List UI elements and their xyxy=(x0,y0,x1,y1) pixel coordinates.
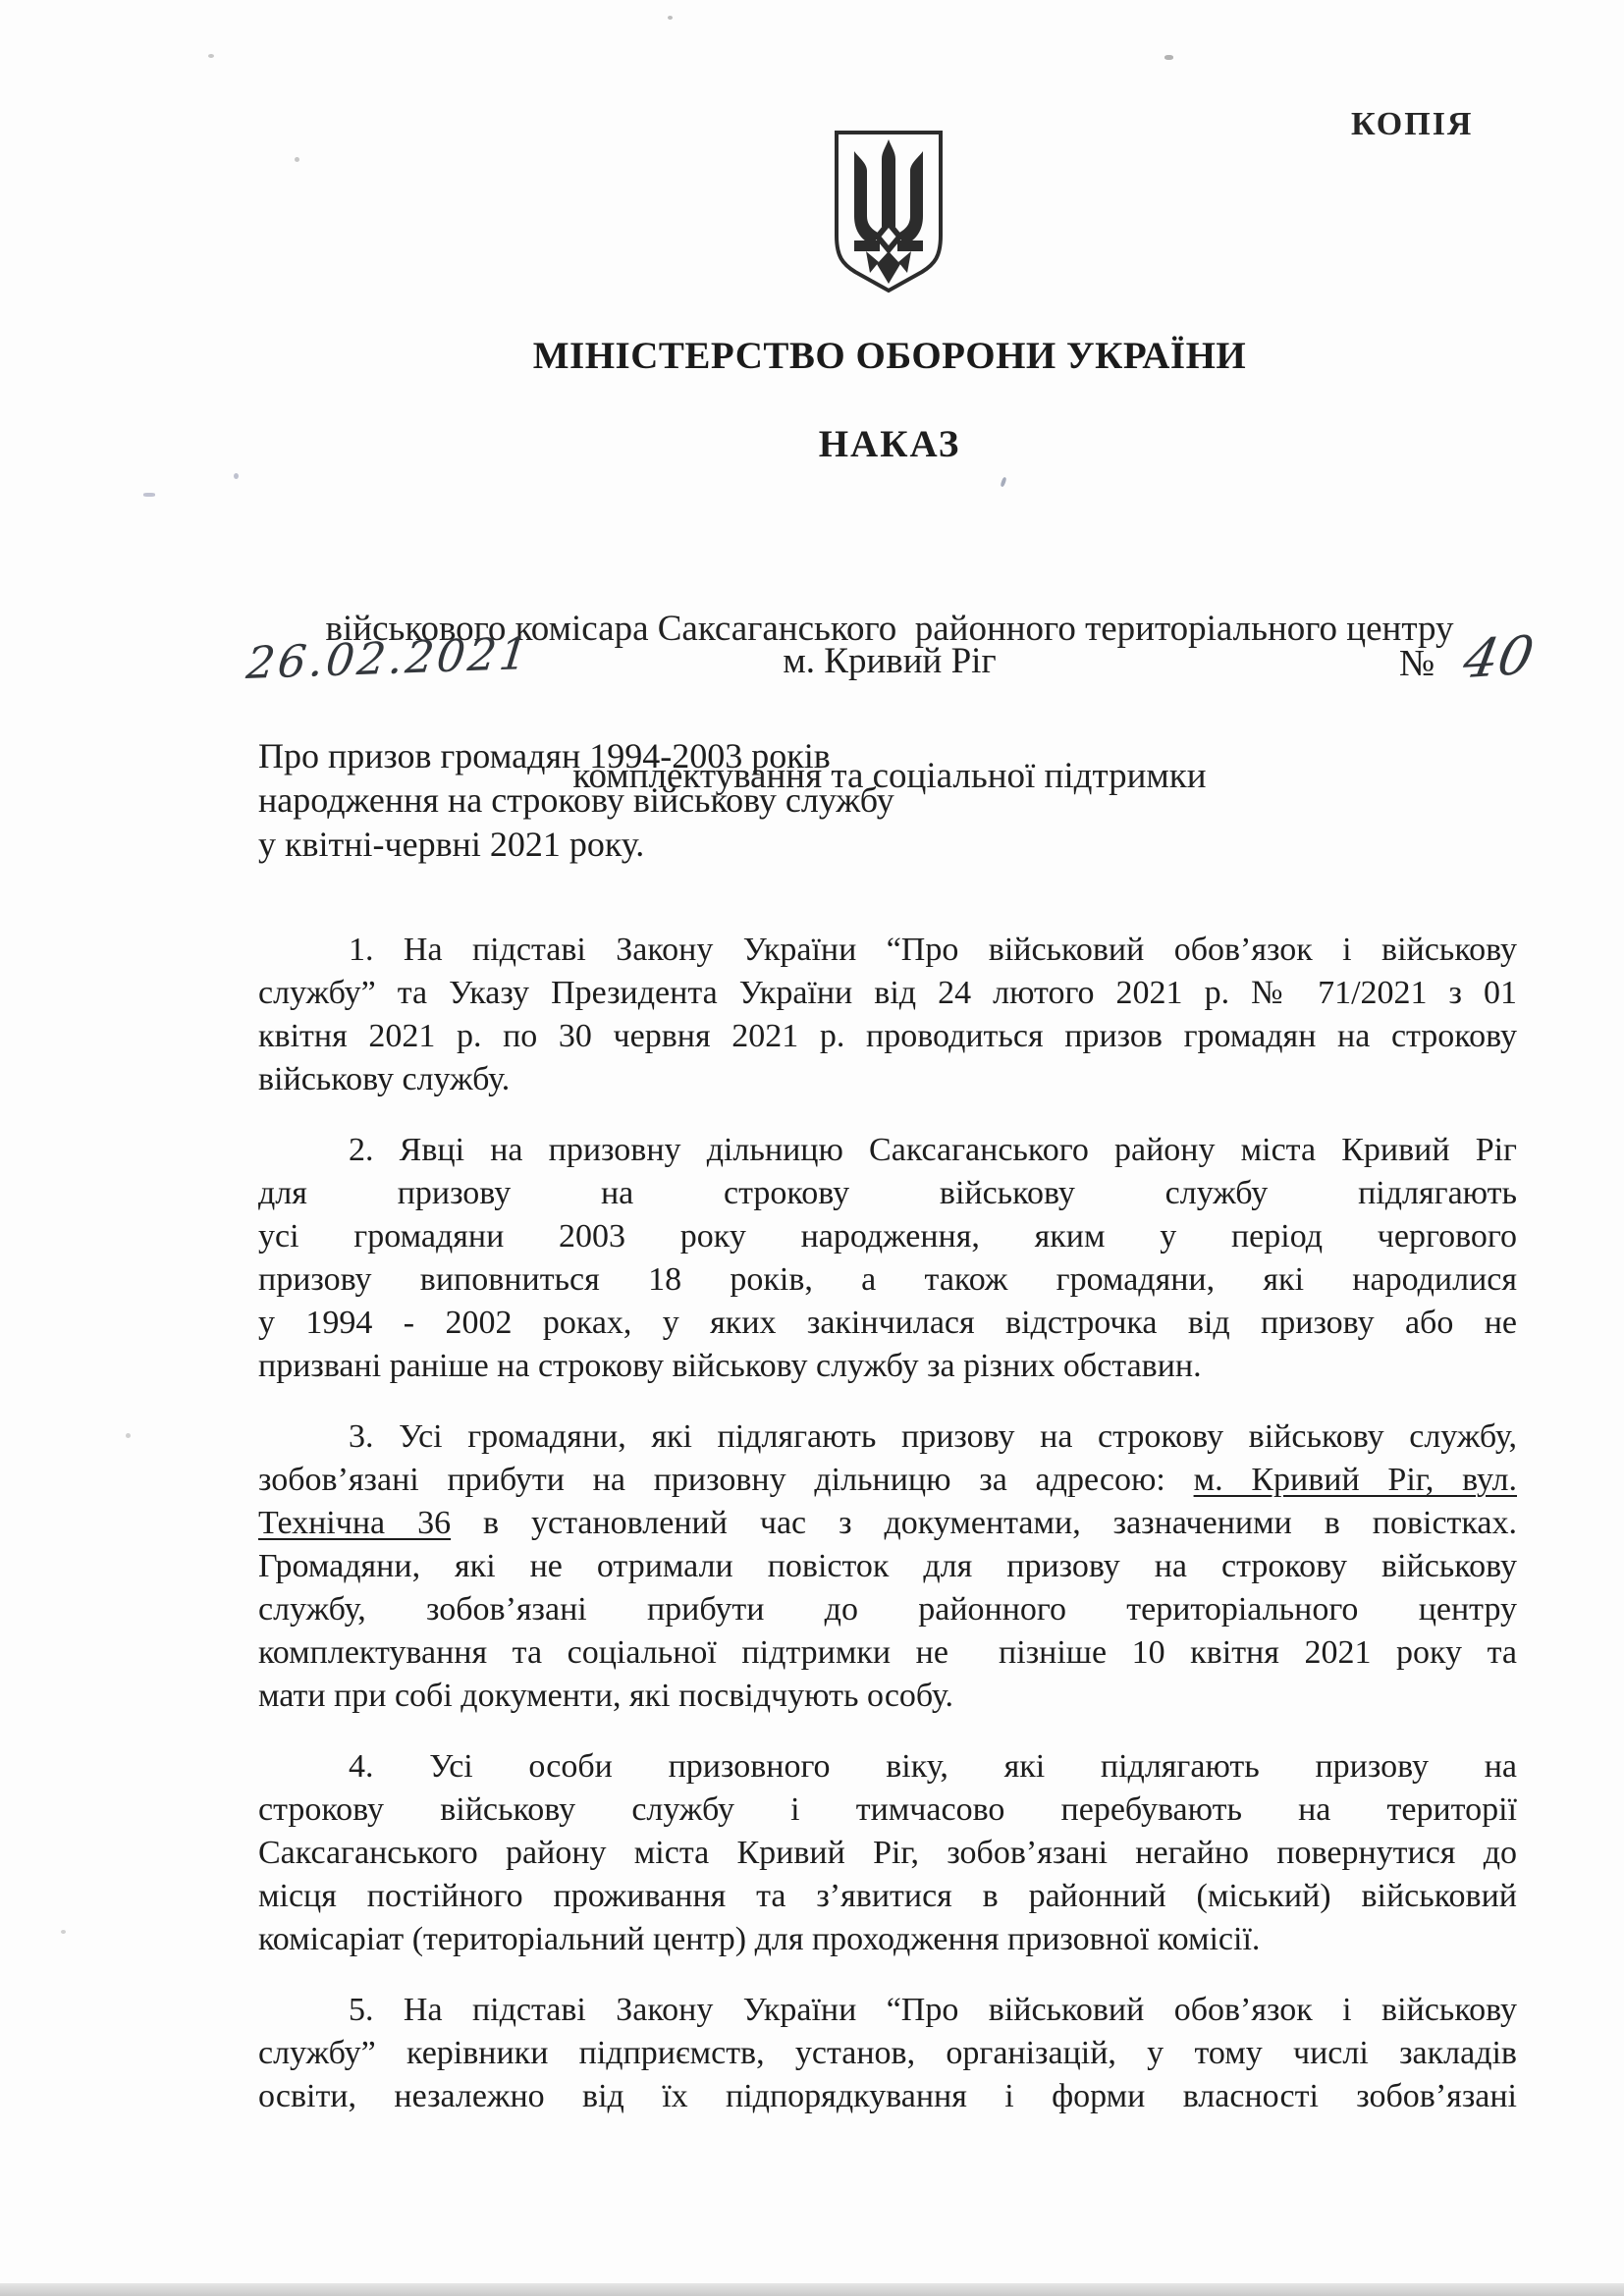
subject-line: народження на строкову військову службу xyxy=(258,780,894,820)
text-segment: для призову на строкову військову службу підлягають xyxy=(258,1175,1517,1211)
underlined-address-text: Технічна 36 xyxy=(258,1505,452,1541)
order-title: НАКАЗ xyxy=(818,423,961,465)
text-segment: комісаріат (територіальний центр) для проходження призовної комісії. xyxy=(258,1921,1261,1957)
text-segment: 5. На підставі Закону України “Про військовий обов’язок і військову xyxy=(349,1992,1517,2028)
paragraph xyxy=(258,1415,1517,1718)
text-segment: Громадяни, які не отримали повісток для призову на строкову військову xyxy=(258,1548,1517,1584)
text-segment: 3. Усі громадяни, які підлягають призову на строкову військову службу, xyxy=(349,1418,1517,1455)
scan-speckle xyxy=(295,157,299,162)
text-segment: службу” та Указу Президента України від 24 лютого 2021 р. № 71/2021 з 01 xyxy=(258,975,1517,1011)
text-line xyxy=(258,1588,1517,1631)
text-line xyxy=(258,1631,1517,1675)
paragraph xyxy=(258,1129,1517,1388)
scan-speckle xyxy=(668,16,673,20)
order-subject xyxy=(258,734,1142,867)
text-line xyxy=(258,1675,1517,1718)
subject-line: Про призов громадян 1994-2003 років xyxy=(258,736,831,775)
text-segment: усі громадяни 2003 року народження, яким у період чергового xyxy=(258,1218,1517,1255)
paragraph xyxy=(258,1989,1517,2118)
text-segment: 4. Усі особи призовного віку, які підлягають призову на xyxy=(349,1748,1517,1785)
text-line xyxy=(258,2075,1517,2118)
scan-speckle xyxy=(143,493,155,497)
text-line xyxy=(258,929,1517,972)
scan-speckle xyxy=(126,1433,131,1438)
text-line xyxy=(258,1545,1517,1588)
text-line xyxy=(258,1789,1517,1832)
scan-speckle xyxy=(61,1930,66,1934)
copy-stamp-label: КОПІЯ xyxy=(1351,106,1474,142)
text-line xyxy=(258,1875,1517,1918)
text-line xyxy=(258,1415,1517,1459)
number-sign: № xyxy=(1399,643,1435,684)
paragraph xyxy=(258,1745,1517,1961)
text-segment: зобов’язані прибути на призовну дільницю за адресою: xyxy=(258,1462,1194,1498)
text-segment: призову виповниться 18 років, а також громадяни, які народилися xyxy=(258,1261,1517,1298)
text-segment: строкову військову службу і тимчасово перебувають на території xyxy=(258,1791,1517,1828)
ukraine-trident-coat-of-arms-icon xyxy=(827,124,950,298)
text-line xyxy=(258,1745,1517,1789)
text-segment: 2. Явці на призовну дільницю Саксаганського району міста Кривий Ріг xyxy=(349,1132,1517,1168)
text-segment: 1. На підставі Закону України “Про військовий обов’язок і військову xyxy=(349,932,1517,968)
text-line xyxy=(258,1302,1517,1345)
body-paragraphs xyxy=(258,929,1517,2146)
issuer-line-1: військового комісара Саксаганського районного територіального центру xyxy=(325,609,1454,649)
text-line xyxy=(258,1129,1517,1172)
text-segment: службу” керівники підприємств, установ, організацій, у тому числі закладів xyxy=(258,2035,1517,2071)
scan-speckle xyxy=(1164,55,1173,60)
scan-speckle xyxy=(234,473,239,479)
text-segment: призвані раніше на строкову військову службу за різних обставин. xyxy=(258,1348,1202,1384)
text-segment: квітня 2021 р. по 30 червня 2021 р. проводиться призов громадян на строкову xyxy=(258,1018,1517,1054)
text-line xyxy=(258,1345,1517,1388)
order-number-handwritten: 40 xyxy=(1458,623,1539,691)
text-line xyxy=(258,1172,1517,1215)
text-line xyxy=(258,1832,1517,1875)
text-line xyxy=(258,1258,1517,1302)
text-segment: Саксаганського району міста Кривий Ріг, зобов’язані негайно повернутися до xyxy=(258,1835,1517,1871)
order-city: м. Кривий Ріг xyxy=(783,641,997,681)
text-segment: освіти, незалежно від їх підпорядкування і форми власності зобов’язані xyxy=(258,2078,1517,2114)
text-segment: комплектування та соціальної підтримки не пізніше 10 квітня 2021 року та xyxy=(258,1634,1517,1671)
text-line xyxy=(258,1459,1517,1502)
text-line xyxy=(258,1058,1517,1101)
text-segment: в установлений час з документами, зазначеними в повістках. xyxy=(451,1505,1517,1541)
text-line xyxy=(258,2032,1517,2075)
issuer-line-2: комплектування та соціальної підтримки xyxy=(572,756,1207,796)
text-line xyxy=(258,1502,1517,1545)
scanner-edge-shadow xyxy=(0,2283,1624,2296)
underlined-address-text: м. Кривий Ріг, вул. xyxy=(1193,1462,1517,1498)
text-line xyxy=(258,1015,1517,1058)
scan-speckle xyxy=(1000,477,1006,488)
text-line xyxy=(258,1215,1517,1258)
subject-line: у квітні-червні 2021 року. xyxy=(258,825,645,864)
text-segment: службу, зобов’язані прибути до районного територіального центру xyxy=(258,1591,1517,1628)
text-segment: у 1994 - 2002 роках, у яких закінчилася відстрочка від призову або не xyxy=(258,1305,1517,1341)
ministry-title: МІНІСТЕРСТВО ОБОРОНИ УКРАЇНИ xyxy=(532,335,1247,377)
order-date-handwritten: 26.02.2021 xyxy=(244,626,534,690)
text-line xyxy=(258,972,1517,1015)
text-segment: мати при собі документи, які посвідчують особу. xyxy=(258,1678,954,1714)
text-line xyxy=(258,1989,1517,2032)
text-line xyxy=(258,1918,1517,1961)
text-segment: місця постійного проживання та з’явитися в районний (міський) військовий xyxy=(258,1878,1517,1914)
scan-speckle xyxy=(208,54,214,58)
text-segment: військову службу. xyxy=(258,1061,511,1097)
paragraph xyxy=(258,929,1517,1101)
